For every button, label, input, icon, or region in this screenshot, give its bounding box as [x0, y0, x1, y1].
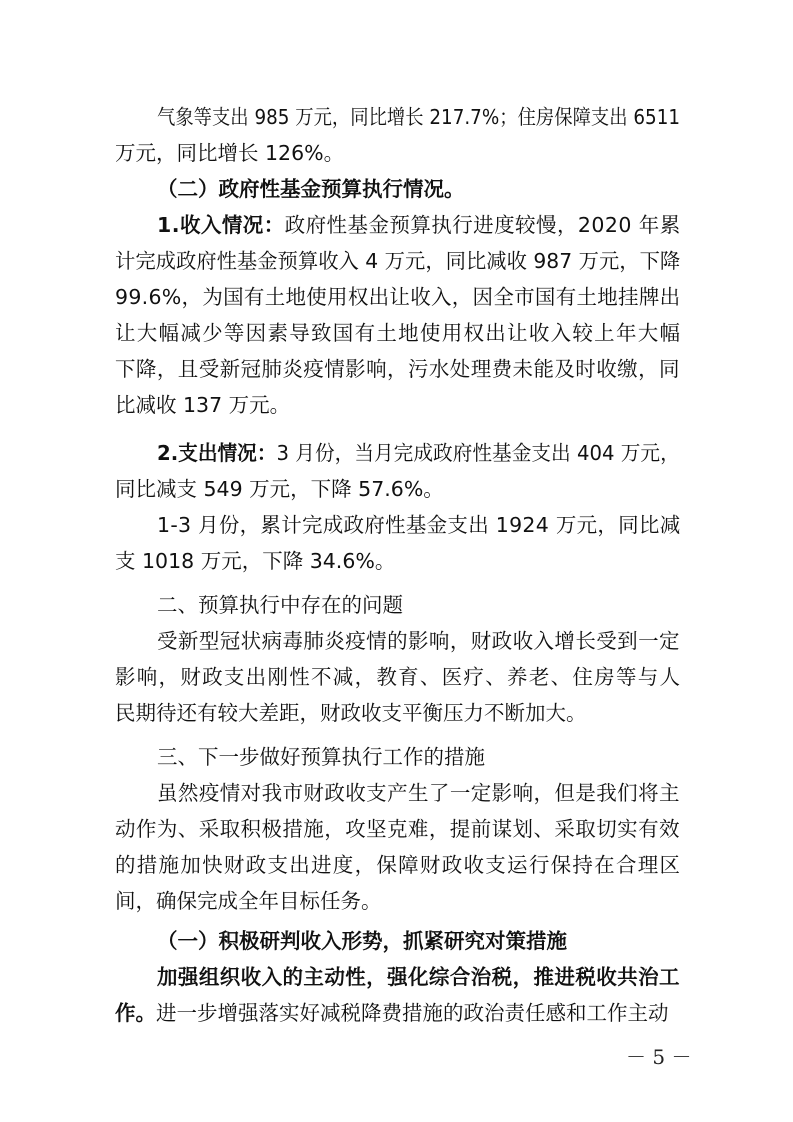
text-segment: 进一步增强落实好减税降费措施的政治责任感和工作主动 — [156, 1001, 669, 1025]
text-line — [157, 926, 567, 956]
text-line — [157, 174, 465, 204]
text-segment: 二、预算执行中存在的问题 — [157, 593, 403, 617]
text-segment: 万元，同比增长 126%。 — [115, 141, 345, 165]
text-segment: 民期待还有较大差距，财政收支平衡压力不断加大。 — [115, 701, 587, 725]
text-line — [157, 590, 403, 620]
text-line — [115, 814, 680, 844]
text-line — [115, 998, 669, 1028]
text-segment: 计完成政府性基金预算收入 4 万元，同比减收 987 万元，下降 — [115, 249, 681, 273]
text-segment: 3 月份，当月完成政府性基金支出 404 万元， — [276, 441, 680, 465]
text-line — [115, 390, 290, 420]
text-line — [115, 662, 681, 692]
text-segment: 1-3 月份，累计完成政府性基金支出 1924 万元，同比减 — [157, 513, 681, 537]
bold-text-segment: 2.支出情况： — [157, 441, 277, 465]
text-line — [157, 778, 680, 808]
text-segment: 同比减支 549 万元，下降 57.6%。 — [115, 477, 444, 501]
text-line — [157, 438, 680, 468]
text-line — [115, 698, 587, 728]
text-segment: 支 1018 万元，下降 34.6%。 — [115, 549, 396, 573]
text-line — [115, 886, 382, 916]
text-line — [115, 354, 680, 384]
text-line — [157, 210, 681, 240]
text-line — [157, 742, 485, 772]
bold-text-segment: （一）积极研判收入形势，抓紧研究对策措施 — [157, 929, 567, 953]
text-line — [115, 850, 681, 880]
text-line — [115, 474, 444, 504]
bold-text-segment: 加强组织收入的主动性，强化综合治税，推进税收共治工 — [157, 965, 680, 989]
text-segment: 三、下一步做好预算执行工作的措施 — [157, 745, 485, 769]
text-segment: 99.6%，为国有土地使用权出让收入，因全市国有土地挂牌出 — [115, 285, 681, 309]
text-segment: 政府性基金预算执行进度较慢，2020 年累 — [284, 213, 681, 237]
text-segment: 受新型冠状病毒肺炎疫情的影响，财政收入增长受到一定 — [157, 629, 680, 653]
text-segment: 让大幅减少等因素导致国有土地使用权出让收入较上年大幅 — [115, 321, 682, 345]
text-line — [115, 546, 395, 576]
text-line — [157, 962, 680, 992]
text-segment: 比减收 137 万元。 — [115, 393, 291, 417]
text-segment: 影响，财政支出刚性不减，教育、医疗、养老、住房等与人 — [115, 665, 682, 689]
page-number: － 5 － — [626, 1045, 692, 1069]
text-segment: 间，确保完成全年目标任务。 — [115, 889, 382, 913]
text-segment: 下降，且受新冠肺炎疫情影响，污水处理费未能及时收缴，同 — [115, 357, 680, 381]
text-segment: 动作为、采取积极措施，攻坚克难，提前谋划、采取切实有效 — [115, 817, 680, 841]
text-line — [157, 510, 680, 540]
text-segment: 气象等支出 985 万元，同比增长 217.7%；住房保障支出 6511 — [157, 105, 681, 129]
text-line — [115, 246, 680, 276]
text-line — [157, 102, 680, 132]
bold-text-segment: 作。 — [115, 1001, 156, 1025]
text-line — [115, 282, 680, 312]
bold-text-segment: （二）政府性基金预算执行情况。 — [157, 177, 465, 201]
text-line — [115, 138, 344, 168]
text-segment: 虽然疫情对我市财政收支产生了一定影响，但是我们将主 — [157, 781, 680, 805]
text-line — [115, 318, 681, 348]
text-segment: 的措施加快财政支出进度，保障财政收支运行保持在合理区 — [115, 853, 682, 877]
text-line — [157, 626, 680, 656]
bold-text-segment: 1.收入情况： — [157, 213, 285, 237]
